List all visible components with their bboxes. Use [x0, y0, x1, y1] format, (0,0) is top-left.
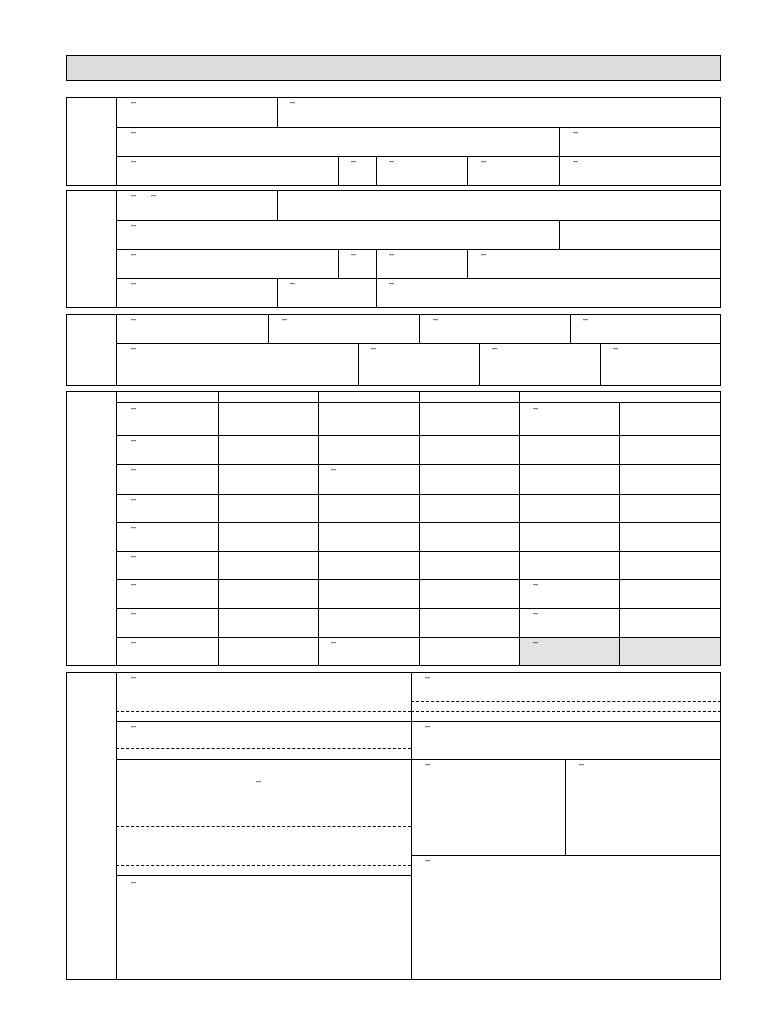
section-1	[66, 97, 721, 186]
field-input-18[interactable]: –	[290, 278, 296, 288]
field-input-19[interactable]: –	[389, 278, 395, 288]
field-input-8[interactable]: –	[481, 156, 487, 166]
form-title-bar	[66, 55, 721, 81]
field-input-10[interactable]: –	[131, 190, 137, 200]
field-input-51[interactable]: –	[131, 877, 137, 887]
field-input-38[interactable]: –	[131, 608, 137, 618]
section-4-table	[66, 391, 721, 666]
field-input-50[interactable]: –	[425, 855, 431, 865]
field-input-35[interactable]: –	[131, 551, 137, 561]
section-1-row-line	[116, 127, 721, 128]
section-1-row-line	[116, 156, 721, 157]
field-input-32[interactable]: –	[331, 464, 337, 474]
field-input-27[interactable]: –	[613, 343, 619, 353]
field-input-24[interactable]: –	[131, 343, 137, 353]
section-1-label-divider	[116, 97, 117, 186]
field-input-29[interactable]: –	[533, 403, 539, 413]
field-input-47[interactable]: –	[425, 759, 431, 769]
field-input-9[interactable]: –	[573, 156, 579, 166]
field-input-15[interactable]: –	[389, 249, 395, 259]
field-input-4[interactable]: –	[573, 127, 579, 137]
field-input-5[interactable]: –	[131, 156, 137, 166]
field-input-20[interactable]: –	[131, 314, 137, 324]
field-input-40[interactable]: –	[131, 637, 137, 647]
field-input-33[interactable]: –	[131, 494, 137, 504]
field-input-28[interactable]: –	[131, 403, 137, 413]
field-input-31[interactable]: –	[131, 464, 137, 474]
field-input-34[interactable]: –	[131, 522, 137, 532]
field-input-46[interactable]: –	[425, 721, 431, 731]
field-input-22[interactable]: –	[433, 314, 439, 324]
field-input-13[interactable]: –	[131, 249, 137, 259]
field-input-44[interactable]: –	[425, 672, 431, 682]
field-input-1[interactable]: –	[131, 97, 137, 107]
field-input-37[interactable]: –	[533, 579, 539, 589]
field-input-36[interactable]: –	[131, 579, 137, 589]
field-input-43[interactable]: –	[131, 672, 137, 682]
field-input-23[interactable]: –	[583, 314, 589, 324]
field-input-26[interactable]: –	[492, 343, 498, 353]
field-input-41[interactable]: –	[331, 637, 337, 647]
field-input-14[interactable]: –	[351, 249, 357, 259]
field-input-17[interactable]: –	[131, 278, 137, 288]
field-input-48[interactable]: –	[579, 759, 585, 769]
field-input-30[interactable]: –	[131, 435, 137, 445]
field-input-42[interactable]: –	[533, 637, 539, 647]
field-input-25[interactable]: –	[371, 343, 377, 353]
field-input-6[interactable]: –	[351, 156, 357, 166]
field-input-2[interactable]: –	[290, 97, 296, 107]
field-input-21[interactable]: –	[282, 314, 288, 324]
field-input-12[interactable]: –	[131, 220, 137, 230]
field-input-16[interactable]: –	[481, 249, 487, 259]
field-input-11[interactable]: –	[151, 190, 157, 200]
field-input-49[interactable]: –	[256, 776, 262, 786]
field-input-39[interactable]: –	[533, 608, 539, 618]
section-3	[66, 314, 721, 386]
field-input-45[interactable]: –	[131, 721, 137, 731]
field-input-7[interactable]: –	[389, 156, 395, 166]
field-input-3[interactable]: –	[131, 127, 137, 137]
